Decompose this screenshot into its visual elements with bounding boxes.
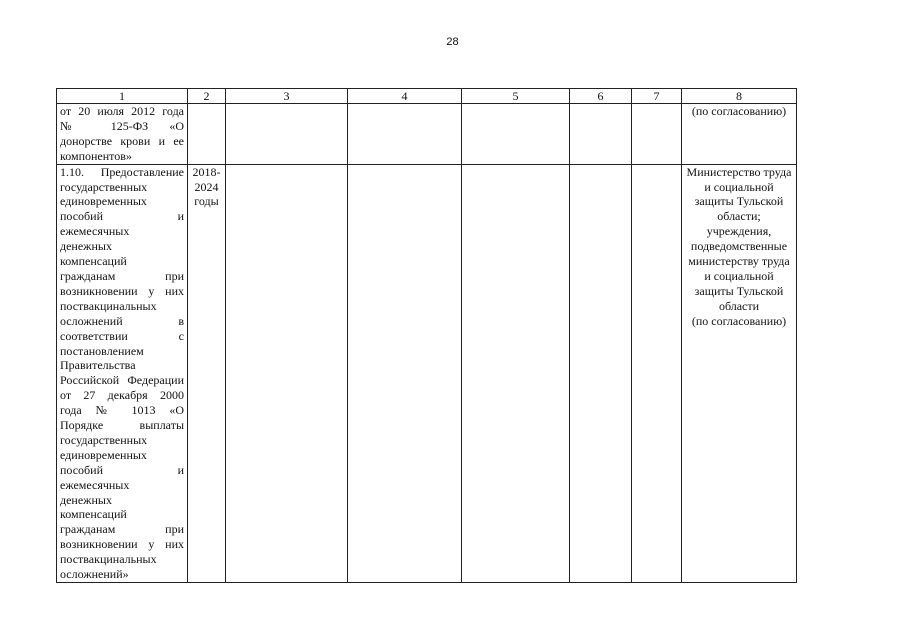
text-line: № 125-ФЗ «О [60, 118, 184, 133]
text-line: года № 1013 «О [60, 403, 184, 418]
text-line: учреждения, [706, 224, 772, 239]
measures-table [56, 88, 797, 583]
text-line: компонентов» [60, 148, 132, 163]
text-line: ежемесячных [60, 224, 130, 239]
text-line: компенсаций [60, 254, 127, 269]
text-line: гражданам при [60, 268, 184, 283]
text-line: от 27 декабря 2000 [60, 388, 184, 403]
text-line: Министерство труда [686, 164, 792, 179]
page-number: 28 [446, 36, 459, 48]
text-line: Российской Федерации [60, 373, 184, 388]
column-number-7: 7 [632, 89, 682, 104]
text-line: области [718, 298, 760, 313]
empty-cell [570, 164, 632, 582]
continuation-executor-cell: (по согласованию) [682, 104, 797, 165]
empty-cell [462, 104, 570, 165]
text-line: 1.10. Предоставление [60, 164, 184, 179]
text-line: компенсаций [60, 507, 127, 522]
column-number-5: 5 [462, 89, 570, 104]
text-line: от 20 июля 2012 года [60, 104, 184, 118]
text-line: и социальной [704, 179, 774, 194]
empty-cell [188, 104, 226, 165]
column-number-1: 1 [57, 89, 188, 104]
continuation-measure-cell [57, 104, 188, 165]
text-line: Порядке выплаты [60, 418, 184, 433]
text-line: министерству труда [688, 254, 790, 269]
text-line: возникновении у них [60, 537, 184, 552]
measure-1-10-cell [57, 164, 188, 582]
text-line: государственных [60, 179, 148, 194]
text-line: денежных [60, 239, 112, 254]
column-number-6: 6 [570, 89, 632, 104]
column-number-8: 8 [682, 89, 797, 104]
text-line: государственных [60, 432, 148, 447]
text-line: поствакцинальных [60, 552, 157, 567]
text-line: донорстве крови и ее [60, 133, 184, 148]
column-number-3: 3 [226, 89, 348, 104]
text-line: осложнений» [60, 567, 129, 582]
text-line: подведомственные [690, 239, 788, 254]
text-line: защиты Тульской [694, 283, 784, 298]
text-line: постановлением [60, 343, 144, 358]
empty-cell [462, 164, 570, 582]
table-row-continuation [57, 104, 797, 165]
empty-cell [226, 104, 348, 165]
text-line: (по согласованию) [691, 313, 787, 328]
text-line: годы [194, 194, 219, 209]
text-line: защиты Тульской [694, 194, 784, 209]
executor-cell [682, 164, 797, 582]
text-line: и социальной [704, 268, 774, 283]
empty-cell [570, 104, 632, 165]
column-number-row [57, 89, 797, 104]
text-line: области; [717, 209, 761, 224]
text-line: единовременных [60, 447, 147, 462]
empty-cell [226, 164, 348, 582]
text-line: единовременных [60, 194, 147, 209]
text-line: поствакцинальных [60, 298, 157, 313]
empty-cell [632, 104, 682, 165]
period-cell [188, 164, 226, 582]
text-line: 2024 [194, 179, 219, 194]
text-line: гражданам при [60, 522, 184, 537]
empty-cell [632, 164, 682, 582]
empty-cell [348, 164, 462, 582]
table-row-1-10 [57, 164, 797, 582]
text-line: осложнений в [60, 313, 184, 328]
text-line: денежных [60, 492, 112, 507]
text-line: 2018- [192, 164, 221, 179]
text-line: пособий и [60, 209, 184, 224]
text-line: Правительства [60, 358, 136, 373]
text-line: пособий и [60, 462, 184, 477]
column-number-4: 4 [348, 89, 462, 104]
column-number-2: 2 [188, 89, 226, 104]
text-line: соответствии с [60, 328, 184, 343]
text-line: ежемесячных [60, 477, 130, 492]
empty-cell [348, 104, 462, 165]
text-line: возникновении у них [60, 283, 184, 298]
